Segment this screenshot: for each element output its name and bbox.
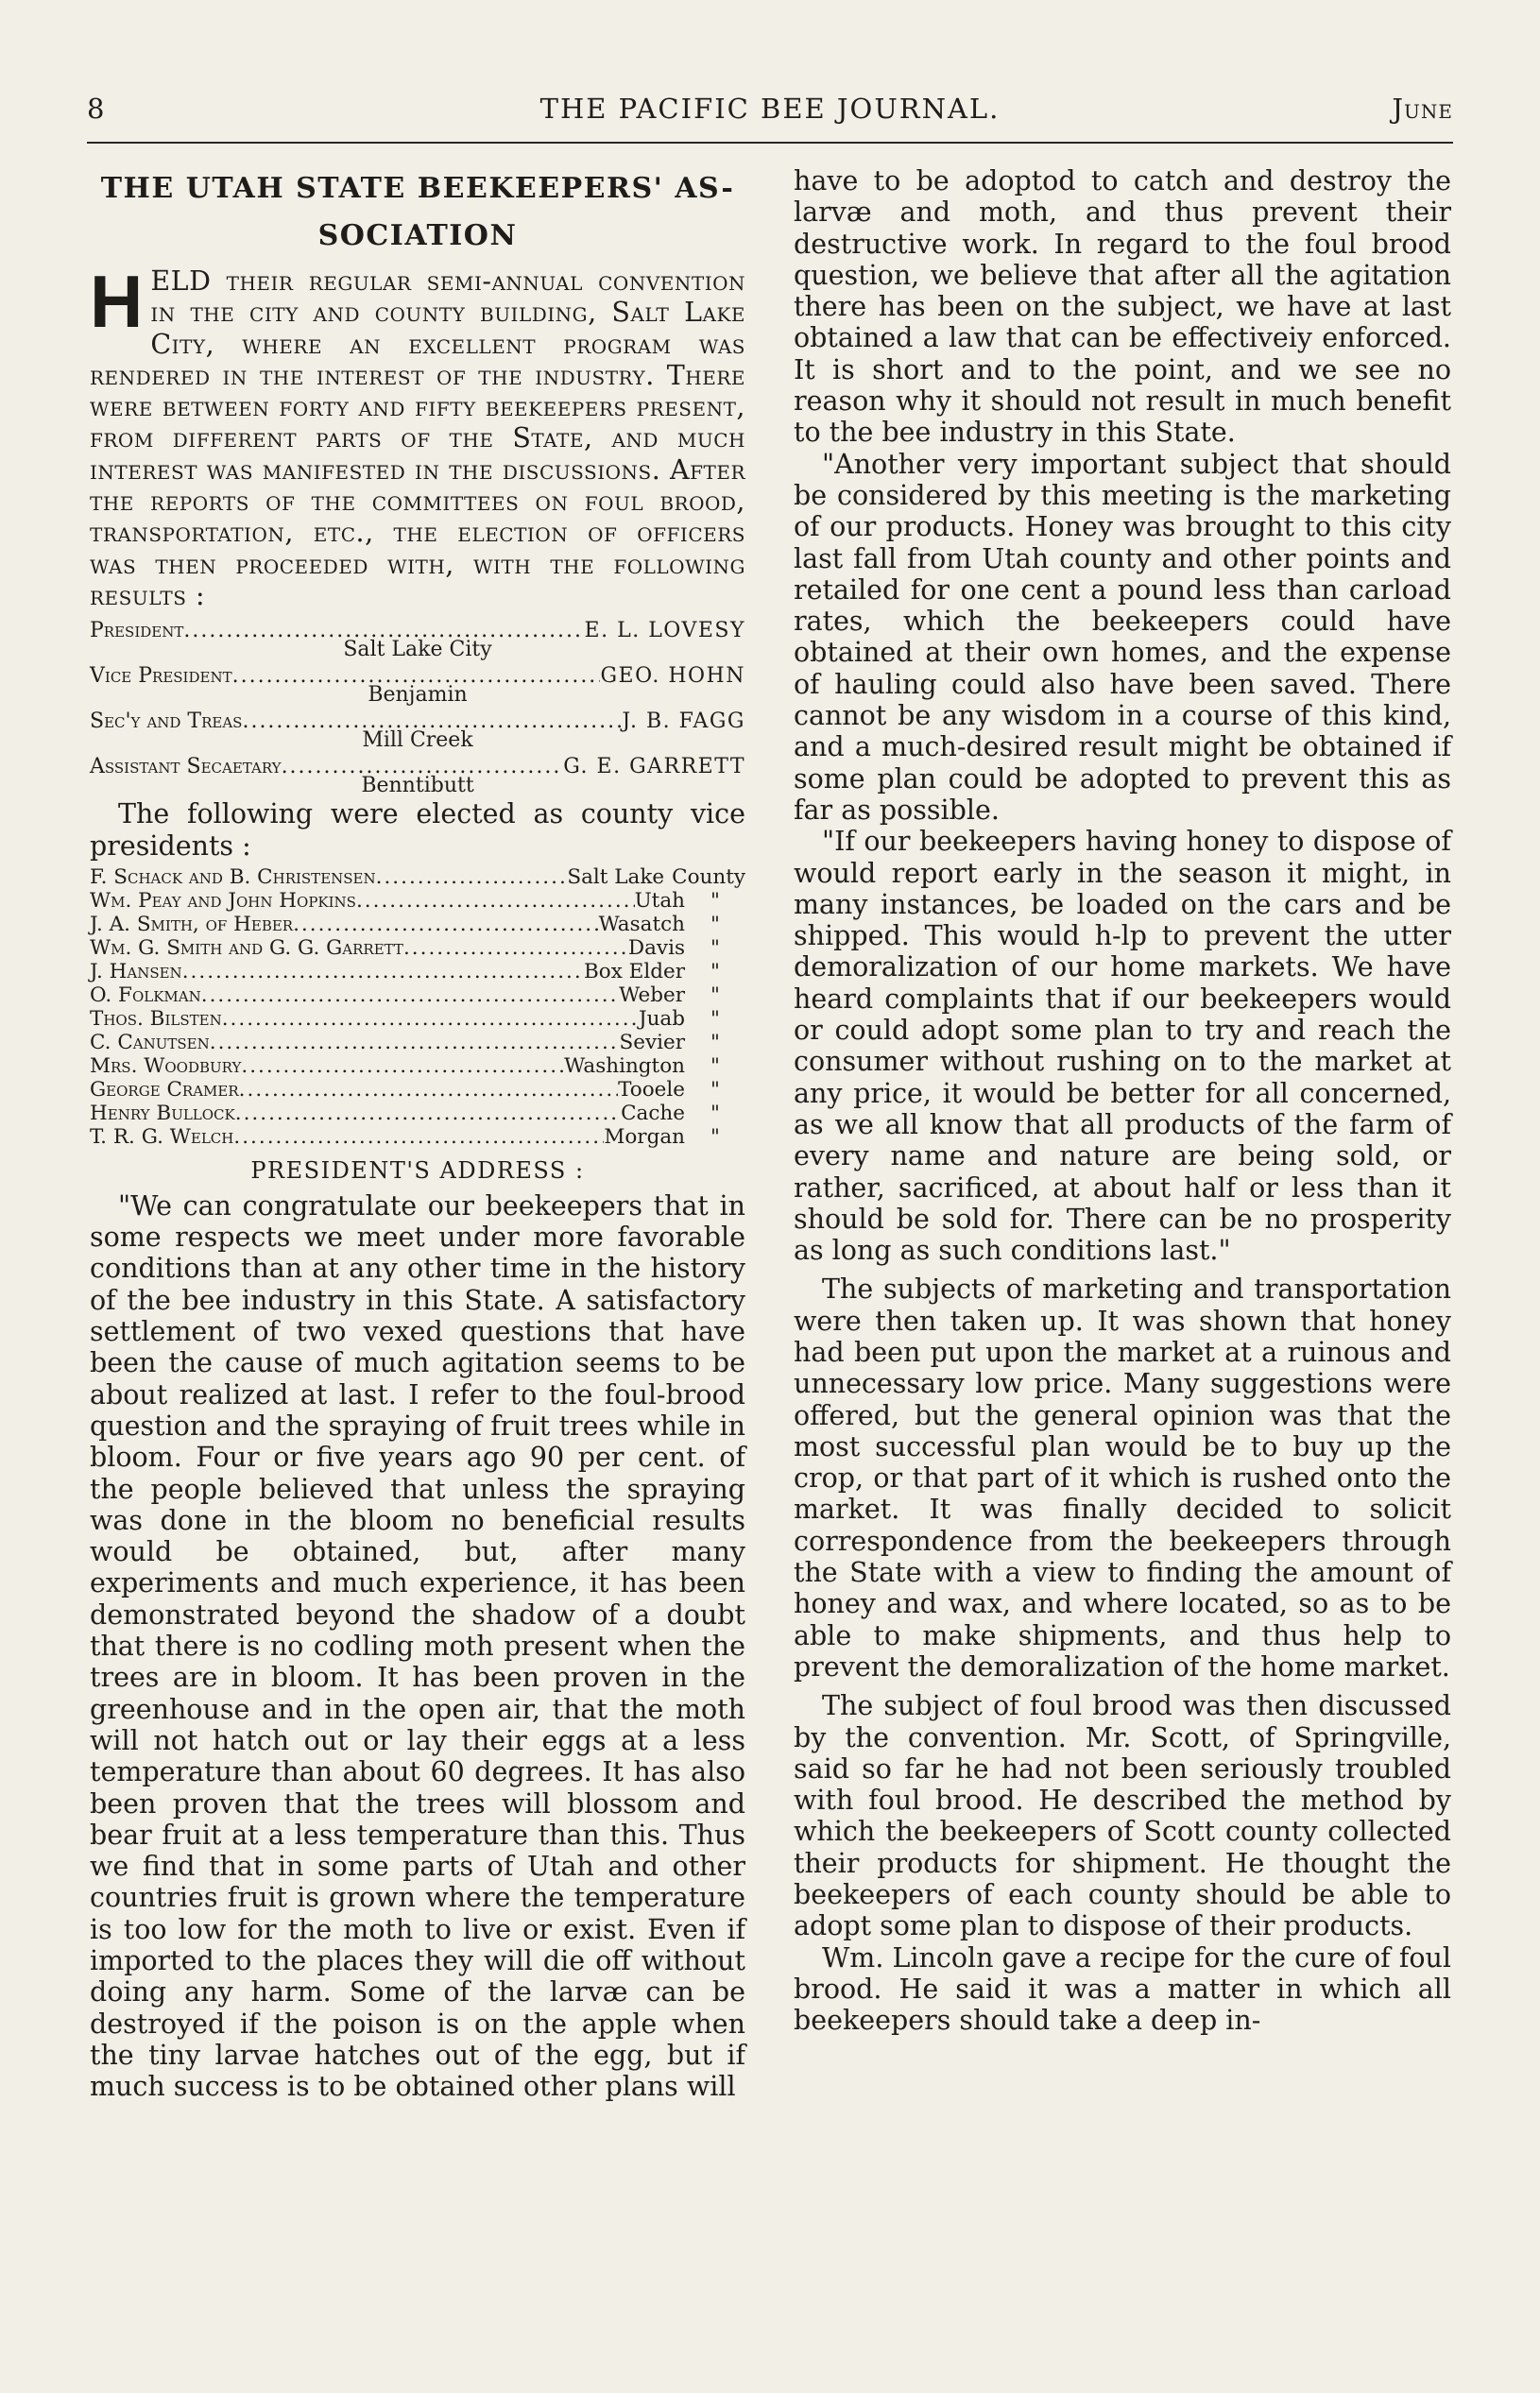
drop-cap: H bbox=[90, 260, 144, 343]
officer-place: Mill Creek bbox=[362, 728, 473, 753]
county-vp-row bbox=[90, 1054, 745, 1078]
body-paragraph: "If our beekeepers having honey to dispose of would report early in the season it might, in many instances, be loaded on the cars and be shipped. This would h-lp to prevent the utter demoralization of our home markets. We have heard complaints that if our beekeepers would or could adopt some plan to try and reach the consumer without rushing on to the market at any price, it would be better for all concerned, as we all know that all products of the farm of every name and nature are being sold, or rather, sacrificed, at about half or less than it should be sold for. There can be no prosperity as long as such conditions last." bbox=[794, 826, 1451, 1267]
county-suffix: " bbox=[710, 912, 720, 936]
article-title bbox=[90, 165, 745, 260]
county-name: Davis bbox=[627, 935, 685, 960]
county-vp-name: T. R. G. Welch bbox=[90, 1124, 234, 1149]
page-number: 8 bbox=[87, 93, 106, 125]
running-header bbox=[87, 93, 1453, 130]
county-vp-name: J. A. Smith, of Heber bbox=[90, 912, 294, 936]
county-vp-name: Henry Bullock bbox=[90, 1101, 235, 1125]
right-column bbox=[794, 165, 1451, 2037]
county-name: Juab bbox=[638, 1006, 685, 1031]
county-vp-row bbox=[90, 1078, 745, 1102]
intro-text: ELD their regular semi-annual convention in the city and county building, Salt Lake City, where an excellent program was rendered in the interest of the industry. There were between forty and fifty beekeepers present, from different parts of the State, and much interest was manifested in the discussions. After the reports of the committees on foul brood, transportation, etc., the election of officers was then proceeded with, with the following results : bbox=[90, 265, 745, 611]
county-vp-name: George Cramer bbox=[90, 1077, 239, 1102]
county-vp-row bbox=[90, 913, 745, 936]
officer-row: President ..... E. L. LOVESY bbox=[90, 619, 745, 643]
header-rule bbox=[87, 142, 1453, 144]
county-vp-row bbox=[90, 983, 745, 1007]
left-column bbox=[90, 165, 745, 2102]
county-suffix: " bbox=[710, 1101, 720, 1125]
county-name: Utah bbox=[634, 888, 685, 913]
county-vp-intro: The following were elected as county vice presidents : bbox=[90, 798, 745, 862]
article-title-line-1: THE UTAH STATE BEEKEEPERS' AS- bbox=[100, 172, 735, 205]
body-paragraph: "We can congratulate our beekeepers that in some respects we meet under more favorable conditions than at any other time in the history of the bee industry in this State. A satisfactory settlement of two vexed questions that have been the cause of much agitation seems to be about realized at last. I refer to the foul-brood question and the spraying of fruit trees while in bloom. Four or five years ago 90 per cent. of the people believed that unless the spraying was done in the bloom no beneficial results would be obtained, but, after many experiments and much experience, it has been demonstrated beyond the shadow of a doubt that there is no codling moth present when the trees are in bloom. It has been proven in the greenhouse and in the open air, that the moth will not hatch out or lay their eggs at a less temperature than about 60 degrees. It has also been proven that the trees will blossom and bear fruit at a less temperature than this. Thus we find that in some parts of Utah and other countries fruit is grown where the temperature is too low for the moth to live or exist. Even if imported to the places they will die off without doing any harm. Some of the larvæ can be destroyed if the poison is on the apple when the tiny larvae hatches out of the egg, but if much success is to be obtained other plans will bbox=[90, 1189, 745, 2103]
officer-row: Sec'y and Treas ..... J. B. FAGG bbox=[90, 709, 745, 734]
officer-row: Vice President ..... GEO. HOHN bbox=[90, 664, 745, 689]
county-suffix: " bbox=[710, 935, 720, 960]
county-suffix: " bbox=[710, 888, 720, 913]
county-suffix: " bbox=[710, 959, 720, 983]
county-suffix: " bbox=[710, 983, 720, 1007]
county-vp-name: J. Hansen bbox=[90, 959, 182, 983]
county-name: Washington bbox=[564, 1053, 685, 1078]
journal-title: THE PACIFIC BEE JOURNAL. bbox=[539, 93, 1001, 125]
county-vp-name: Wm. Peay and John Hopkins bbox=[90, 888, 356, 913]
county-vp-row bbox=[90, 889, 745, 913]
body-paragraph: The subjects of marketing and transportation were then taken up. It was shown that honey had been put upon the market at a ruinous and unnecessary low price. Many suggestions were offered, but the general opinion was that the most successful plan would be to buy up the crop, or that part of it which is rushed onto the market. It was finally decided to solicit correspondence from the beekeepers through the State with a view to finding the amount of honey and wax, and where located, so as to be able to make shipments, and thus help to prevent the demoralization of the home market. bbox=[794, 1273, 1451, 1683]
county-vp-row bbox=[90, 1007, 745, 1031]
county-suffix: " bbox=[710, 1006, 720, 1031]
county-name: Wasatch bbox=[598, 912, 685, 936]
officer-place: Benntibutt bbox=[361, 774, 474, 798]
officer-place: Salt Lake City bbox=[343, 638, 492, 662]
intro-paragraph bbox=[90, 260, 745, 611]
issue-month: June bbox=[1392, 93, 1453, 125]
county-vp-name: F. Schack and B. Christensen bbox=[90, 864, 376, 889]
county-vp-list bbox=[90, 865, 745, 1149]
body-paragraph: have to be adoptod to catch and destroy the larvæ and moth, and thus prevent their destructive work. In regard to the foul brood question, we believe that after all the agitation there has been on the subject, we have at last obtained a law that can be effectiveiy enforced. It is short and to the point, and we see no reason why it should not result in much benefit to the bee industry in this State. bbox=[794, 165, 1451, 449]
county-vp-name: Thos. Bilsten bbox=[90, 1006, 222, 1031]
county-vp-row bbox=[90, 936, 745, 960]
county-vp-row bbox=[90, 1102, 745, 1125]
body-paragraph: "Another very important subject that should be considered by this meeting is the marketing of our products. Honey was brought to this city last fall from Utah county and other points and retailed for one cent a pound less than carload rates, which the beekeepers could have obtained at their own homes, and the expense of hauling could also have been saved. There cannot be any wisdom in a course of this kind, and a much-desired result might be obtained if some plan could be adopted to prevent this as far as possible. bbox=[794, 448, 1451, 826]
officer-place: Benjamin bbox=[368, 683, 468, 708]
body-paragraph: The subject of foul brood was then discussed by the convention. Mr. Scott, of Springville, said so far he had not been seriously troubled with foul brood. He described the method by which the beekeepers of Scott county collected their products for shipment. He thought the beekeepers of each county should be able to adopt some plan to dispose of their products. bbox=[794, 1690, 1451, 1942]
county-suffix: " bbox=[710, 1053, 720, 1078]
county-name: Weber bbox=[619, 983, 685, 1007]
county-suffix: " bbox=[710, 1124, 720, 1149]
body-paragraph: Wm. Lincoln gave a recipe for the cure of foul brood. He said it was a matter in which all beekeepers should take a deep in- bbox=[794, 1941, 1451, 2037]
county-name: Morgan bbox=[604, 1124, 685, 1149]
county-vp-name: C. Canutsen bbox=[90, 1030, 210, 1054]
county-name: Sevier bbox=[619, 1030, 685, 1054]
county-vp-row bbox=[90, 1031, 745, 1054]
officers-list bbox=[90, 619, 745, 796]
article-title-line-2: SOCIATION bbox=[317, 219, 518, 252]
county-vp-row bbox=[90, 865, 745, 889]
county-suffix: County bbox=[672, 864, 745, 889]
county-name: Cache bbox=[621, 1101, 685, 1125]
county-name: Tooele bbox=[618, 1077, 685, 1102]
address-heading: PRESIDENT'S ADDRESS : bbox=[250, 1156, 585, 1184]
county-suffix: " bbox=[710, 1077, 720, 1102]
county-vp-name: Wm. G. Smith and G. G. Garrett bbox=[90, 935, 403, 960]
county-vp-row bbox=[90, 960, 745, 983]
county-name: Box Elder bbox=[583, 959, 685, 983]
county-vp-name: Mrs. Woodbury bbox=[90, 1053, 242, 1078]
county-vp-row bbox=[90, 1125, 745, 1149]
county-vp-name: O. Folkman bbox=[90, 983, 201, 1007]
county-suffix: " bbox=[710, 1030, 720, 1054]
officer-row: Assistant Secaetary ..... G. E. GARRETT bbox=[90, 755, 745, 779]
county-name: Salt Lake bbox=[567, 864, 665, 889]
